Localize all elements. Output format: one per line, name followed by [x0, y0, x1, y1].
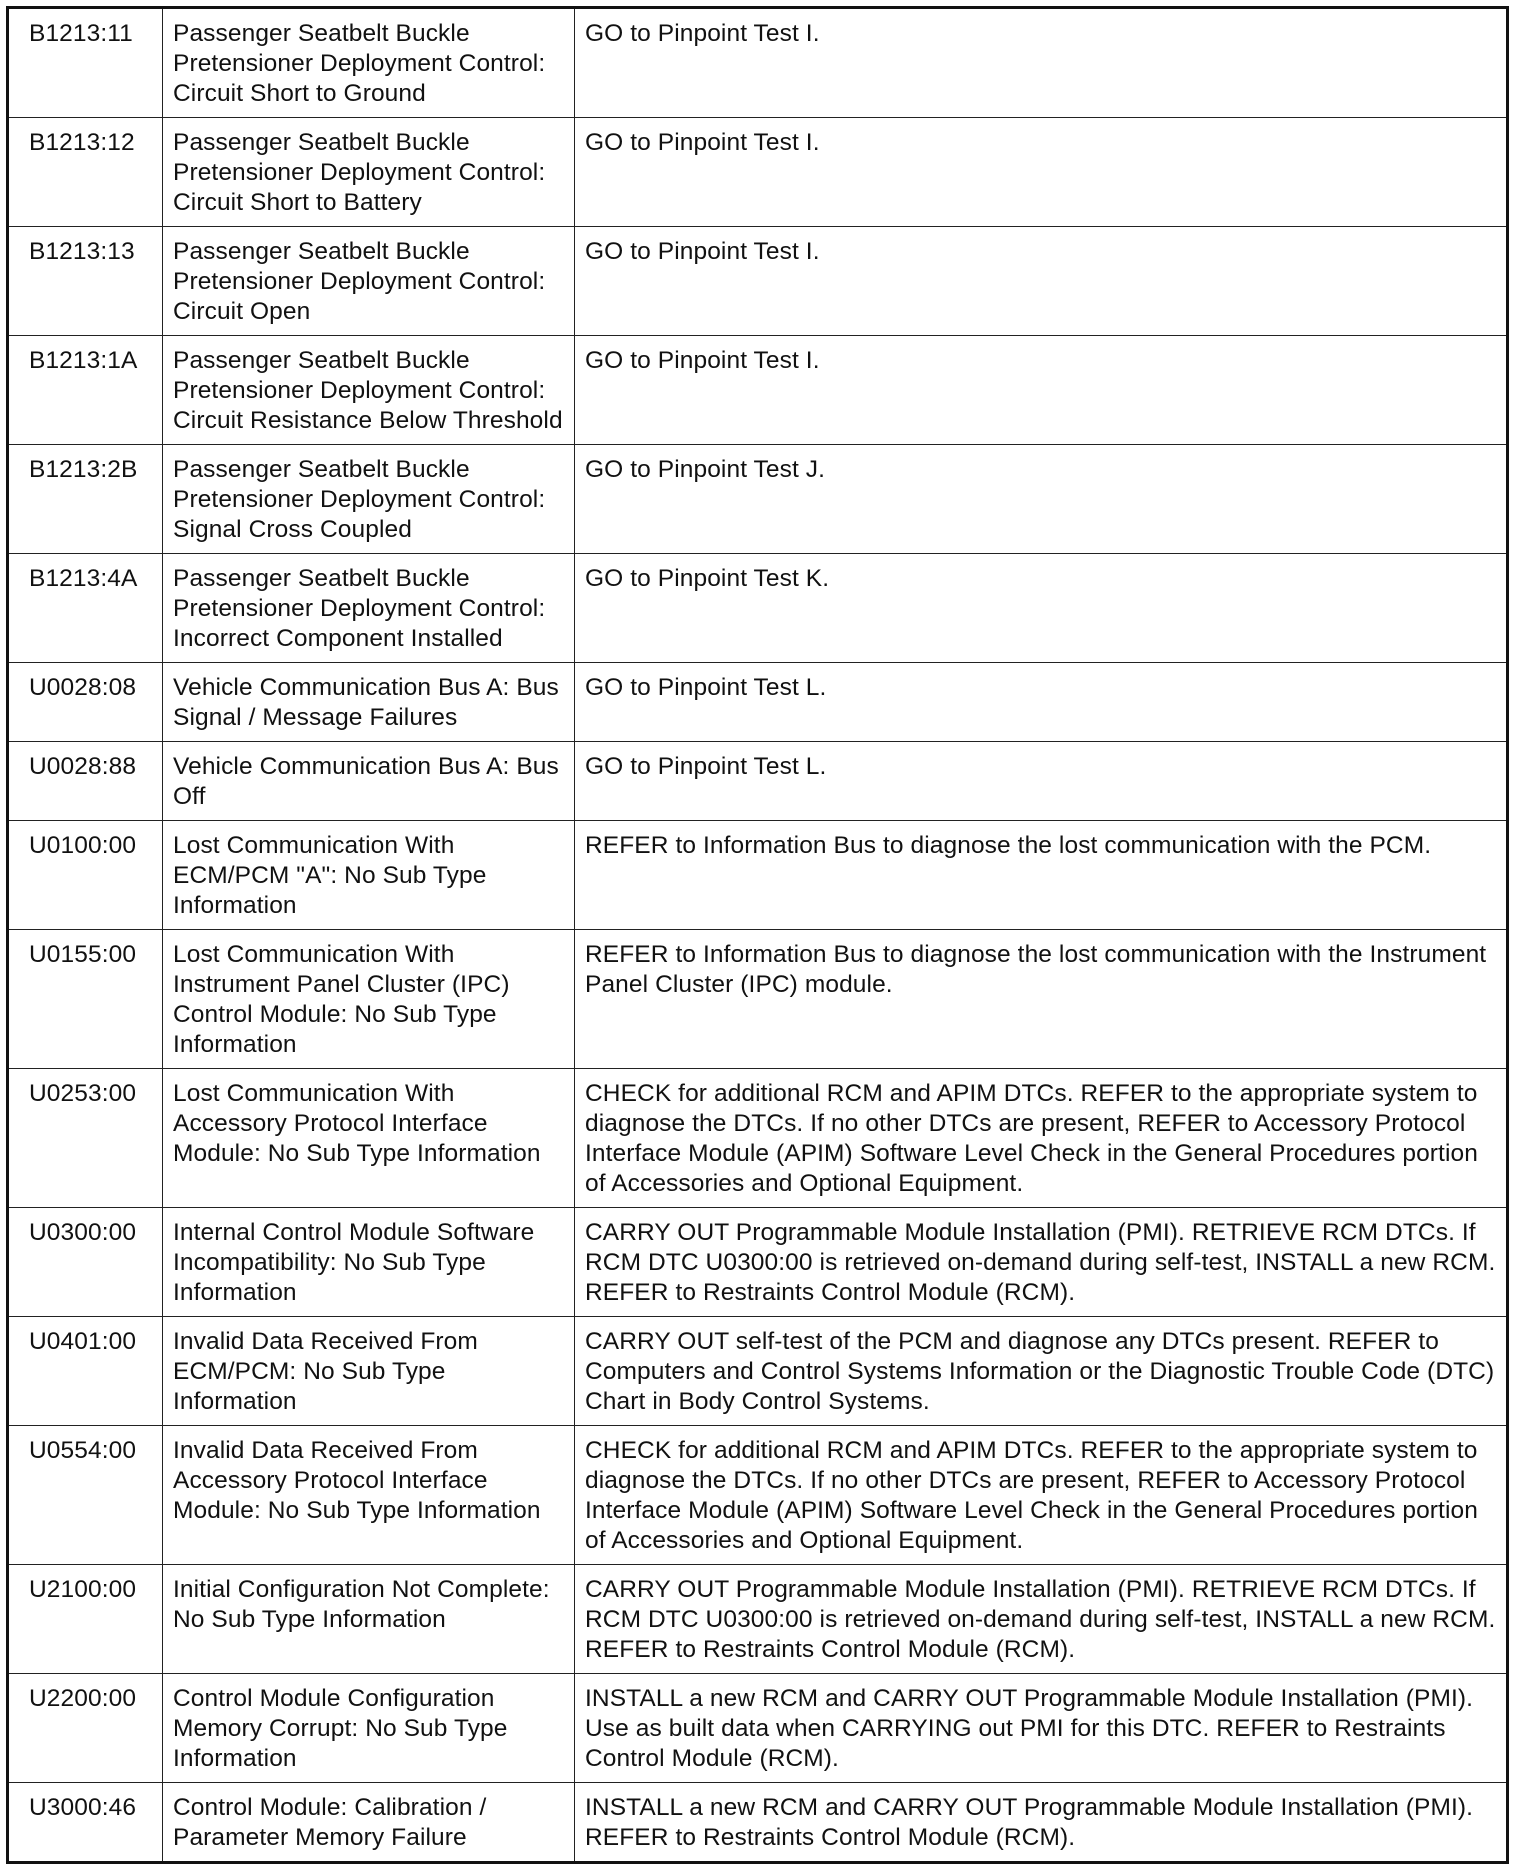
dtc-action-cell: INSTALL a new RCM and CARRY OUT Programmable Module Installation (PMI). Use as built data when CARRYING out PMI for this DTC. REFER to Restraints Control Module (RCM). — [575, 1674, 1508, 1783]
table-row — [8, 663, 1508, 742]
dtc-action-cell: CHECK for additional RCM and APIM DTCs. REFER to the appropriate system to diagnose the DTCs. If no other DTCs are present, REFER to Accessory Protocol Interface Module (APIM) Software Level Check in the General Procedures portion of Accessories and Optional Equipment. — [575, 1069, 1508, 1208]
table-row — [8, 1069, 1508, 1208]
dtc-action-cell: GO to Pinpoint Test K. — [575, 554, 1508, 663]
dtc-code-cell: U0155:00 — [8, 930, 163, 1069]
dtc-code-cell: U0401:00 — [8, 1317, 163, 1426]
table-row — [8, 554, 1508, 663]
table-row — [8, 445, 1508, 554]
table-row — [8, 1565, 1508, 1674]
dtc-description-cell: Passenger Seatbelt Buckle Pretensioner Deployment Control: Signal Cross Coupled — [163, 445, 575, 554]
dtc-code-cell: U0028:08 — [8, 663, 163, 742]
dtc-description-cell: Internal Control Module Software Incompatibility: No Sub Type Information — [163, 1208, 575, 1317]
dtc-code-cell: U3000:46 — [8, 1783, 163, 1863]
dtc-description-cell: Vehicle Communication Bus A: Bus Off — [163, 742, 575, 821]
dtc-description-cell: Control Module Configuration Memory Corrupt: No Sub Type Information — [163, 1674, 575, 1783]
dtc-description-cell: Lost Communication With ECM/PCM "A": No Sub Type Information — [163, 821, 575, 930]
dtc-table-body — [8, 8, 1508, 1863]
dtc-action-cell: CARRY OUT self-test of the PCM and diagnose any DTCs present. REFER to Computers and Control Systems Information or the Diagnostic Trouble Code (DTC) Chart in Body Control Systems. — [575, 1317, 1508, 1426]
dtc-description-cell: Vehicle Communication Bus A: Bus Signal / Message Failures — [163, 663, 575, 742]
dtc-code-cell: U0100:00 — [8, 821, 163, 930]
table-row — [8, 821, 1508, 930]
dtc-action-cell: REFER to Information Bus to diagnose the lost communication with the Instrument Panel Cluster (IPC) module. — [575, 930, 1508, 1069]
dtc-description-cell: Passenger Seatbelt Buckle Pretensioner Deployment Control: Circuit Short to Battery — [163, 118, 575, 227]
table-row — [8, 1317, 1508, 1426]
table-row — [8, 118, 1508, 227]
dtc-code-cell: B1213:1A — [8, 336, 163, 445]
dtc-action-cell: CHECK for additional RCM and APIM DTCs. REFER to the appropriate system to diagnose the DTCs. If no other DTCs are present, REFER to Accessory Protocol Interface Module (APIM) Software Level Check in the General Procedures portion of Accessories and Optional Equipment. — [575, 1426, 1508, 1565]
dtc-description-cell: Invalid Data Received From Accessory Protocol Interface Module: No Sub Type Information — [163, 1426, 575, 1565]
dtc-code-cell: U2100:00 — [8, 1565, 163, 1674]
table-row — [8, 1674, 1508, 1783]
dtc-description-cell: Passenger Seatbelt Buckle Pretensioner Deployment Control: Circuit Open — [163, 227, 575, 336]
dtc-description-cell: Passenger Seatbelt Buckle Pretensioner Deployment Control: Circuit Resistance Below Threshold — [163, 336, 575, 445]
dtc-code-cell: U0554:00 — [8, 1426, 163, 1565]
table-row — [8, 930, 1508, 1069]
dtc-code-cell: B1213:2B — [8, 445, 163, 554]
table-row — [8, 742, 1508, 821]
dtc-description-cell: Invalid Data Received From ECM/PCM: No Sub Type Information — [163, 1317, 575, 1426]
table-row — [8, 1426, 1508, 1565]
dtc-chart-table — [6, 6, 1509, 1864]
dtc-action-cell: CARRY OUT Programmable Module Installation (PMI). RETRIEVE RCM DTCs. If RCM DTC U0300:00 is retrieved on-demand during self-test, INSTALL a new RCM. REFER to Restraints Control Module (RCM). — [575, 1565, 1508, 1674]
table-row — [8, 336, 1508, 445]
dtc-action-cell: GO to Pinpoint Test I. — [575, 118, 1508, 227]
dtc-description-cell: Initial Configuration Not Complete: No Sub Type Information — [163, 1565, 575, 1674]
dtc-code-cell: U2200:00 — [8, 1674, 163, 1783]
dtc-code-cell: B1213:11 — [8, 8, 163, 118]
dtc-code-cell: U0253:00 — [8, 1069, 163, 1208]
dtc-action-cell: INSTALL a new RCM and CARRY OUT Programmable Module Installation (PMI). REFER to Restraints Control Module (RCM). — [575, 1783, 1508, 1863]
dtc-code-cell: U0300:00 — [8, 1208, 163, 1317]
table-row — [8, 1208, 1508, 1317]
dtc-description-cell: Control Module: Calibration / Parameter Memory Failure — [163, 1783, 575, 1863]
table-row — [8, 227, 1508, 336]
dtc-action-cell: GO to Pinpoint Test L. — [575, 663, 1508, 742]
dtc-code-cell: B1213:4A — [8, 554, 163, 663]
dtc-code-cell: B1213:12 — [8, 118, 163, 227]
dtc-description-cell: Lost Communication With Accessory Protocol Interface Module: No Sub Type Information — [163, 1069, 575, 1208]
dtc-description-cell: Lost Communication With Instrument Panel Cluster (IPC) Control Module: No Sub Type Information — [163, 930, 575, 1069]
dtc-code-cell: U0028:88 — [8, 742, 163, 821]
dtc-description-cell: Passenger Seatbelt Buckle Pretensioner Deployment Control: Circuit Short to Ground — [163, 8, 575, 118]
table-row — [8, 1783, 1508, 1863]
dtc-description-cell: Passenger Seatbelt Buckle Pretensioner Deployment Control: Incorrect Component Installed — [163, 554, 575, 663]
dtc-action-cell: GO to Pinpoint Test I. — [575, 8, 1508, 118]
dtc-action-cell: GO to Pinpoint Test J. — [575, 445, 1508, 554]
dtc-action-cell: GO to Pinpoint Test L. — [575, 742, 1508, 821]
dtc-action-cell: GO to Pinpoint Test I. — [575, 336, 1508, 445]
dtc-code-cell: B1213:13 — [8, 227, 163, 336]
dtc-action-cell: GO to Pinpoint Test I. — [575, 227, 1508, 336]
dtc-action-cell: CARRY OUT Programmable Module Installation (PMI). RETRIEVE RCM DTCs. If RCM DTC U0300:00 is retrieved on-demand during self-test, INSTALL a new RCM. REFER to Restraints Control Module (RCM). — [575, 1208, 1508, 1317]
table-row — [8, 8, 1508, 118]
dtc-action-cell: REFER to Information Bus to diagnose the lost communication with the PCM. — [575, 821, 1508, 930]
